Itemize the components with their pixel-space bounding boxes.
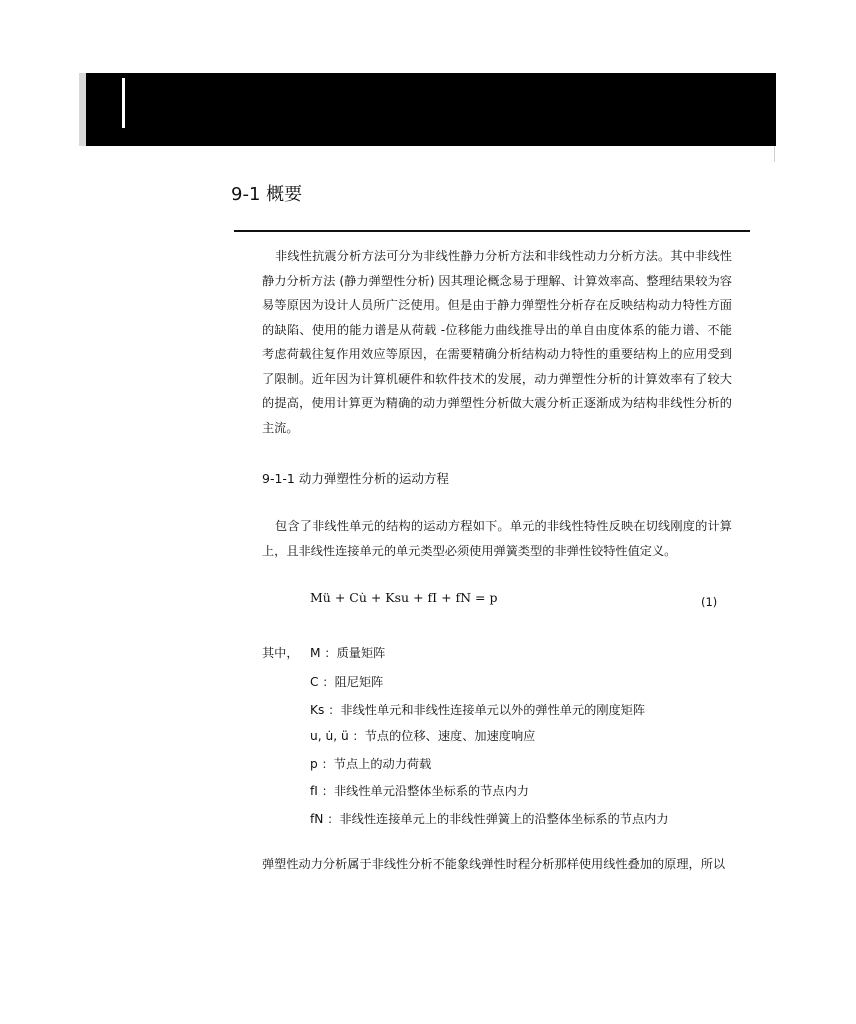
equation-of-motion: Mü + Cu̇ + Ksu + fI + fN = p	[310, 590, 498, 605]
closing-paragraph: 弹塑性动力分析属于非线性分析不能象线弹性时程分析那样使用线性叠加的原理，所以	[262, 857, 726, 871]
chapter-banner	[79, 73, 776, 146]
section-divider	[234, 230, 750, 232]
definition-item: M ：质量矩阵	[310, 646, 386, 660]
banner-tick-mark	[122, 78, 125, 128]
definition-item: fN ：非线性连接单元上的非线性弹簧上的沿整体坐标系的节点内力	[310, 812, 669, 826]
definition-item: u, u̇, ü ：节点的位移、速度、加速度响应	[310, 729, 536, 743]
definition-item: fI ：非线性单元沿整体坐标系的节点内力	[310, 784, 529, 798]
equation-number: (1)	[701, 595, 718, 609]
equation-intro-paragraph: 包含了非线性单元的结构的运动方程如下。单元的非线性特性反映在切线刚度的计算上，且非线性连接单元的单元类型必须使用弹簧类型的非弹性铰特性值定义。	[262, 519, 732, 558]
subsection-title: 9-1-1 动力弹塑性分析的运动方程	[262, 471, 449, 486]
section-title: 9-1 概要	[231, 184, 303, 205]
definition-item: Ks ：非线性单元和非线性连接单元以外的弹性单元的刚度矩阵	[310, 703, 646, 717]
where-label: 其中，	[262, 646, 299, 660]
intro-paragraph: 非线性抗震分析方法可分为非线性静力分析方法和非线性动力分析方法。其中非线性静力分析方法 (静力弹塑性分析) 因其理论概念易于理解、计算效率高、整理结果较为容易等原因为设计人员所广泛使用。但是由于静力弹塑性分析存在反映结构动力特性方面的缺陷、使用的能力谱是从荷载 -位移能力曲线推导出的单自由度体系的能力谱、不能考虑荷载往复作用效应等原因，在需要精确分析结构动力特性的重要结构上的应用受到了限制。近年因为计算机硬件和软件技术的发展，动力弹塑性分析的计算效率有了较大的提高，使用计算更为精确的动力弹塑性分析做大震分析正逐渐成为结构非线性分析的主流。	[262, 249, 732, 435]
banner-stub-line	[774, 146, 775, 162]
banner-edge	[79, 73, 86, 146]
definition-item: p ：节点上的动力荷载	[310, 757, 432, 771]
definition-item: C ：阻尼矩阵	[310, 675, 384, 689]
